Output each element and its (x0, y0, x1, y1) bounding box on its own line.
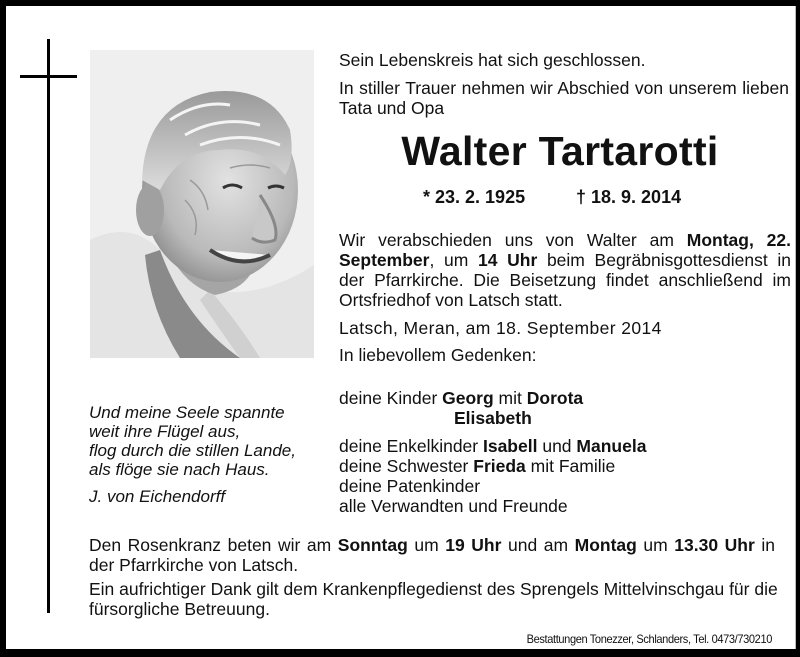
poem-line: als flöge sie nach Haus. (89, 460, 270, 479)
sister-name: Frieda (473, 456, 526, 476)
poem-line: Und meine Seele spannte (89, 403, 285, 422)
remembrance-line: In liebevollem Gedenken: (339, 345, 537, 365)
place-date: Latsch, Meran, am 18. September 2014 (339, 318, 662, 338)
connector: und (537, 436, 577, 456)
rosary-info (89, 535, 775, 575)
service-time: 14 Uhr (477, 250, 538, 270)
relatives-row: alle Verwandten und Freunde (339, 496, 568, 516)
rosary-time: 19 Uhr (445, 535, 502, 555)
service-text: beim Begräbnisgottesdienst in der Pfarrkirche. Die Beisetzung findet anschließend im Ortsfriedhof von Latsch statt. (339, 250, 792, 310)
portrait-image (90, 50, 314, 358)
funeral-home-credit: Bestattungen Tonezzer, Schlanders, Tel. 0473/730210 (526, 632, 772, 646)
rosary-day: Montag (574, 535, 637, 555)
portrait-photo (90, 50, 314, 358)
deceased-name: Walter Tartarotti (401, 128, 719, 174)
poem-line: weit ihre Flügel aus, (89, 422, 241, 441)
birth-date: * 23. 2. 1925 (423, 187, 526, 207)
children-row-2 (339, 408, 646, 428)
grandchild-name: Manuela (576, 436, 647, 456)
thanks-note: Ein aufrichtiger Dank gilt dem Krankenpflegedienst des Sprengels Mittelvinschgau für die fürsorgliche Betreuung. (89, 579, 778, 619)
intro-line: Sein Lebenskreis hat sich geschlossen. (339, 50, 646, 70)
poem-author: J. von Eichendorff (89, 487, 226, 506)
rosary-text: um (407, 535, 446, 555)
service-day: Montag, 22. September (339, 230, 792, 270)
godchildren-row: deine Patenkinder (339, 476, 481, 496)
rosary-day: Sonntag (337, 535, 408, 555)
rosary-text: in der Pfarrkirche von Latsch. (89, 535, 775, 575)
poem-line: flog durch die stillen Lande, (89, 441, 296, 460)
rosary-text: Den Rosenkranz beten wir am (89, 535, 338, 555)
cross-icon (47, 39, 50, 613)
suffix: mit Familie (525, 456, 616, 476)
label: deine Enkelkinder (339, 436, 483, 456)
partner-name: Dorota (526, 388, 584, 408)
rosary-time: 13.30 Uhr (674, 535, 755, 555)
intro-farewell: In stiller Trauer nehmen wir Abschied von unserem lieben Tata und Opa (339, 78, 789, 118)
grandchild-name: Isabell (482, 436, 538, 456)
grandchildren-row (339, 436, 646, 456)
rosary-text: und am (501, 535, 575, 555)
poem-quote (89, 403, 296, 506)
rosary-text: um (636, 535, 675, 555)
sister-row (339, 456, 646, 476)
child-name: Georg (442, 388, 494, 408)
label: deine Schwester (339, 456, 474, 476)
service-text: Wir verabschieden uns von Walter am (339, 230, 687, 250)
cross-icon-bar (20, 75, 77, 78)
child-name: Elisabeth (454, 408, 532, 428)
label: deine Kinder (339, 388, 443, 408)
connector: mit (493, 388, 527, 408)
children-row (339, 388, 646, 408)
funeral-service-info (339, 230, 791, 310)
service-text: , um (429, 250, 478, 270)
death-date: † 18. 9. 2014 (576, 187, 682, 207)
mourners-list (339, 388, 646, 516)
